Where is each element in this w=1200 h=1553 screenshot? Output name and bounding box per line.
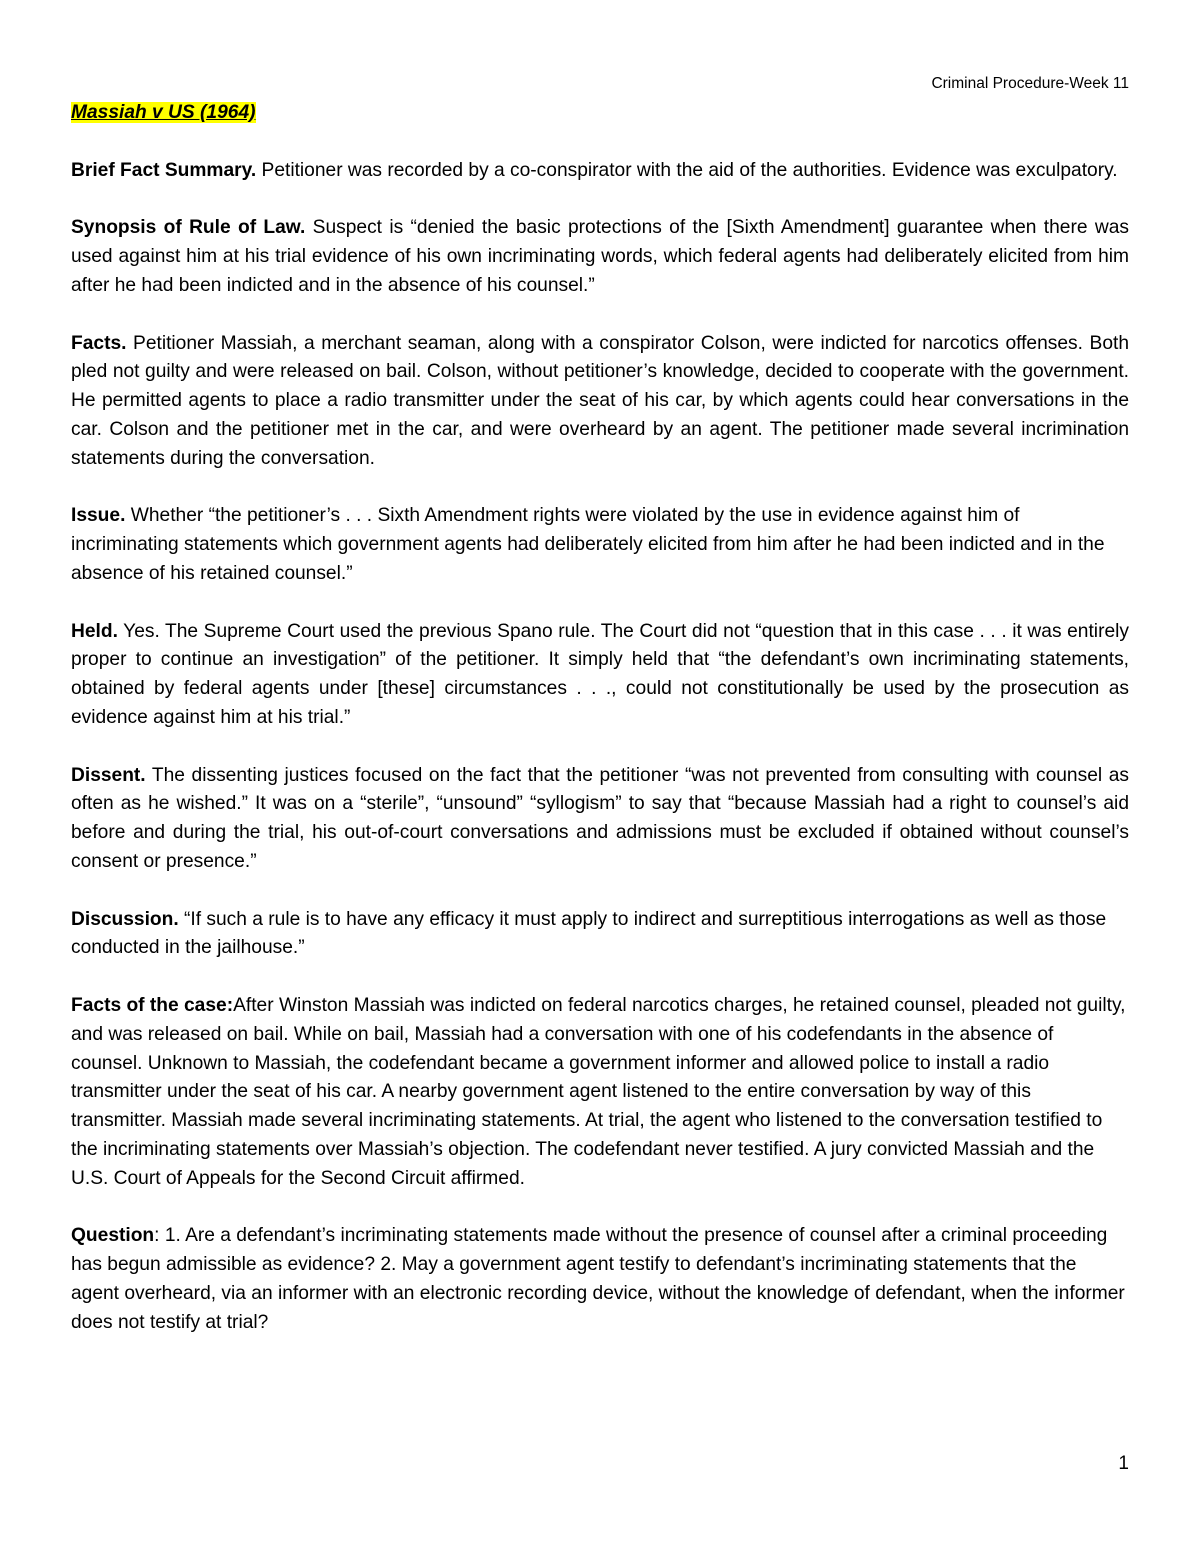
page-number: 1: [1118, 1453, 1129, 1474]
held: [71, 618, 1129, 733]
facts-of-the-case: [71, 992, 1129, 1194]
dissent-text: The dissenting justices focused on the fact that the petitioner “was not prevented from consulting with counsel as often as he wished.” It was on a “sterile”, “unsound” “syllogism” to say that “because Massiah had a right to counsel’s aid before and during the trial, his out-of-court conversations and admissions must be excluded if obtained without counsel’s consent or presence.”: [71, 764, 1129, 872]
question: [71, 1222, 1129, 1337]
discussion-label: Discussion.: [71, 908, 179, 930]
held-text: Yes. The Supreme Court used the previous Spano rule. The Court did not “question that in this case . . . it was entirely proper to continue an investigation” of the petitioner. It simply held that “the defendant’s own incriminating statements, obtained by federal agents under [these] circumstances . . ., could not constitutionally be used by the prosecution as evidence against him at his trial.”: [71, 620, 1129, 728]
facts-of-the-case-text: After Winston Massiah was indicted on federal narcotics charges, he retained counsel, pleaded not guilty, and was released on bail. While on bail, Massiah had a conversation with one of his codefendants in the absence of counsel. Unknown to Massiah, the codefendant became a government informer and allowed police to install a radio transmitter under the seat of his car. A nearby government agent listened to the entire conversation by way of this transmitter. Massiah made several incriminating statements. At trial, the agent who listened to the conversation testified to the incriminating statements over Massiah’s objection. The codefendant never testified. A jury convicted Massiah and the U.S. Court of Appeals for the Second Circuit affirmed.: [71, 994, 1126, 1189]
discussion-text: “If such a rule is to have any efficacy it must apply to indirect and surreptitious interrogations as well as those conducted in the jailhouse.”: [71, 908, 1107, 959]
issue: [71, 502, 1129, 588]
document-body: [71, 98, 1129, 1338]
question-text: : 1. Are a defendant’s incriminating statements made without the presence of counsel after a criminal proceeding has begun admissible as evidence? 2. May a government agent testify to defendant’s incriminating statements that the agent overheard, via an informer with an electronic recording device, without the knowledge of defendant, when the informer does not testify at trial?: [71, 1225, 1125, 1333]
discussion: [71, 906, 1129, 964]
facts-of-the-case-label: Facts of the case:: [71, 994, 234, 1016]
brief-fact-summary-text: Petitioner was recorded by a co-conspirator with the aid of the authorities. Evidence was exculpatory.: [256, 159, 1118, 181]
question-label: Question: [71, 1225, 155, 1247]
synopsis-of-rule: [71, 214, 1129, 300]
brief-fact-summary: [71, 157, 1129, 186]
case-title-text: Massiah v US (1964): [71, 102, 256, 123]
facts-label: Facts.: [71, 332, 127, 354]
dissent-label: Dissent.: [71, 764, 146, 786]
issue-label: Issue.: [71, 505, 126, 527]
dissent: [71, 762, 1129, 877]
synopsis-text: Suspect is “denied the basic protections of the [Sixth Amendment] guarantee when there was used against him at his trial evidence of his own incriminating words, which federal agents had deliberately elicited from him after he had been indicted and in the absence of his counsel.”: [71, 217, 1129, 296]
facts: [71, 330, 1129, 474]
issue-text: Whether “the petitioner’s . . . Sixth Amendment rights were violated by the use in evidence against him of incriminating statements which government agents had deliberately elicited from him after he had been indicted and in the absence of his retained counsel.”: [71, 505, 1105, 584]
case-title: [71, 98, 1129, 128]
synopsis-label: Synopsis of Rule of Law.: [71, 217, 306, 239]
held-label: Held.: [71, 620, 118, 642]
facts-text: Petitioner Massiah, a merchant seaman, along with a conspirator Colson, were indicted for narcotics offenses. Both pled not guilty and were released on bail. Colson, without petitioner’s knowledge, decided to cooperate with the government. He permitted agents to place a radio transmitter under the seat of his car, by which agents could hear conversations in the car. Colson and the petitioner met in the car, and were overheard by an agent. The petitioner made several incrimination statements during the conversation.: [71, 332, 1129, 469]
brief-fact-summary-label: Brief Fact Summary.: [71, 159, 257, 181]
running-header: Criminal Procedure-Week 11: [931, 75, 1129, 92]
